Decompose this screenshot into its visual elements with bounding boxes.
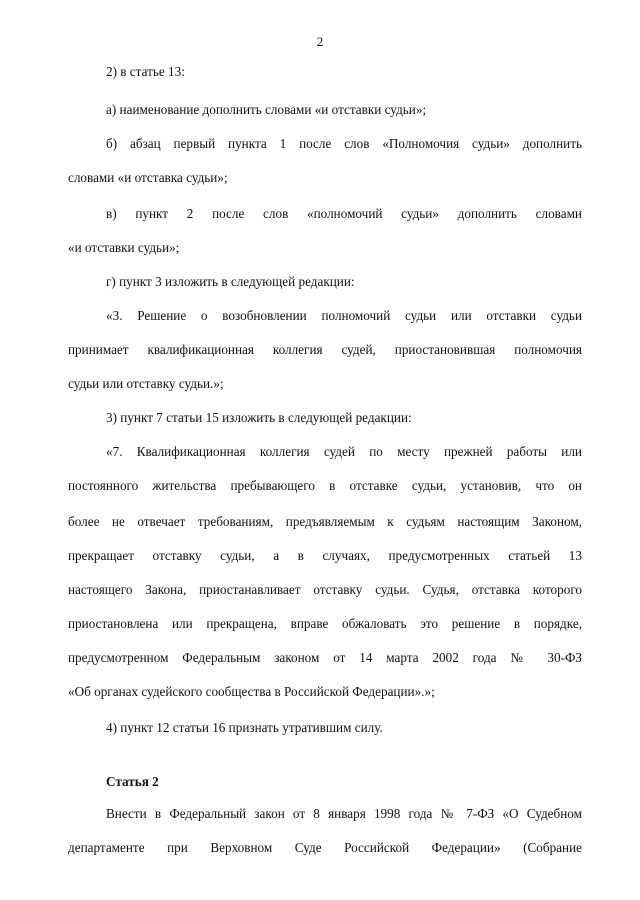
text-line-item-b-1: б) абзац первый пункта 1 после слов «Полномочия судьи» дополнить — [106, 136, 582, 151]
text-line-quote-7-5: настоящего Закона, приостанавливает отставку судьи. Судья, отставка которого — [68, 582, 582, 597]
text-line-quote-7-6: приостановлена или прекращена, вправе обжаловать это решение в порядке, — [68, 616, 582, 631]
page-number: 2 — [316, 34, 324, 49]
text-line-item-v-2: «и отставки судьи»; — [68, 240, 180, 255]
text-line-quote-7-3: более не отвечает требованиям, предъявляемым к судьям настоящим Законом, — [68, 514, 582, 529]
text-line-quote-3-2: принимает квалификационная коллегия судей, приостановившая полномочия — [68, 342, 582, 357]
text-line-item-v-1: в) пункт 2 после слов «полномочий судьи» дополнить словами — [106, 206, 582, 221]
text-line-quote-7-1: «7. Квалификационная коллегия судей по месту прежней работы или — [106, 444, 582, 459]
text-line-article-13-intro: 2) в статье 13: — [106, 64, 185, 79]
text-line-quote-7-2: постоянного жительства пребывающего в отставке судьи, установив, что он — [68, 478, 582, 493]
text-line-quote-3-3: судьи или отставку судьи.»; — [68, 376, 224, 391]
text-line-article-16: 4) пункт 12 статьи 16 признать утратившим силу. — [106, 720, 383, 735]
text-line-article-2-1: Внести в Федеральный закон от 8 января 1998 года № 7-ФЗ «О Судебном — [106, 806, 582, 821]
section-heading-article-2: Статья 2 — [106, 774, 159, 789]
text-line-quote-7-7: предусмотренном Федеральным законом от 14 марта 2002 года № 30-ФЗ — [68, 650, 582, 665]
text-line-item-a: а) наименование дополнить словами «и отставки судьи»; — [106, 102, 427, 117]
text-line-item-g: г) пункт 3 изложить в следующей редакции: — [106, 274, 355, 289]
text-line-quote-3-1: «3. Решение о возобновлении полномочий судьи или отставки судьи — [106, 308, 582, 323]
text-line-quote-7-4: прекращает отставку судьи, а в случаях, предусмотренных статьей 13 — [68, 548, 582, 563]
text-line-quote-7-8: «Об органах судейского сообщества в Российской Федерации».»; — [68, 684, 435, 699]
text-line-article-2-2: департаменте при Верховном Суде Российской Федерации» (Собрание — [68, 840, 582, 855]
text-line-item-b-2: словами «и отставка судьи»; — [68, 170, 228, 185]
text-line-article-15: 3) пункт 7 статьи 15 изложить в следующей редакции: — [106, 410, 412, 425]
